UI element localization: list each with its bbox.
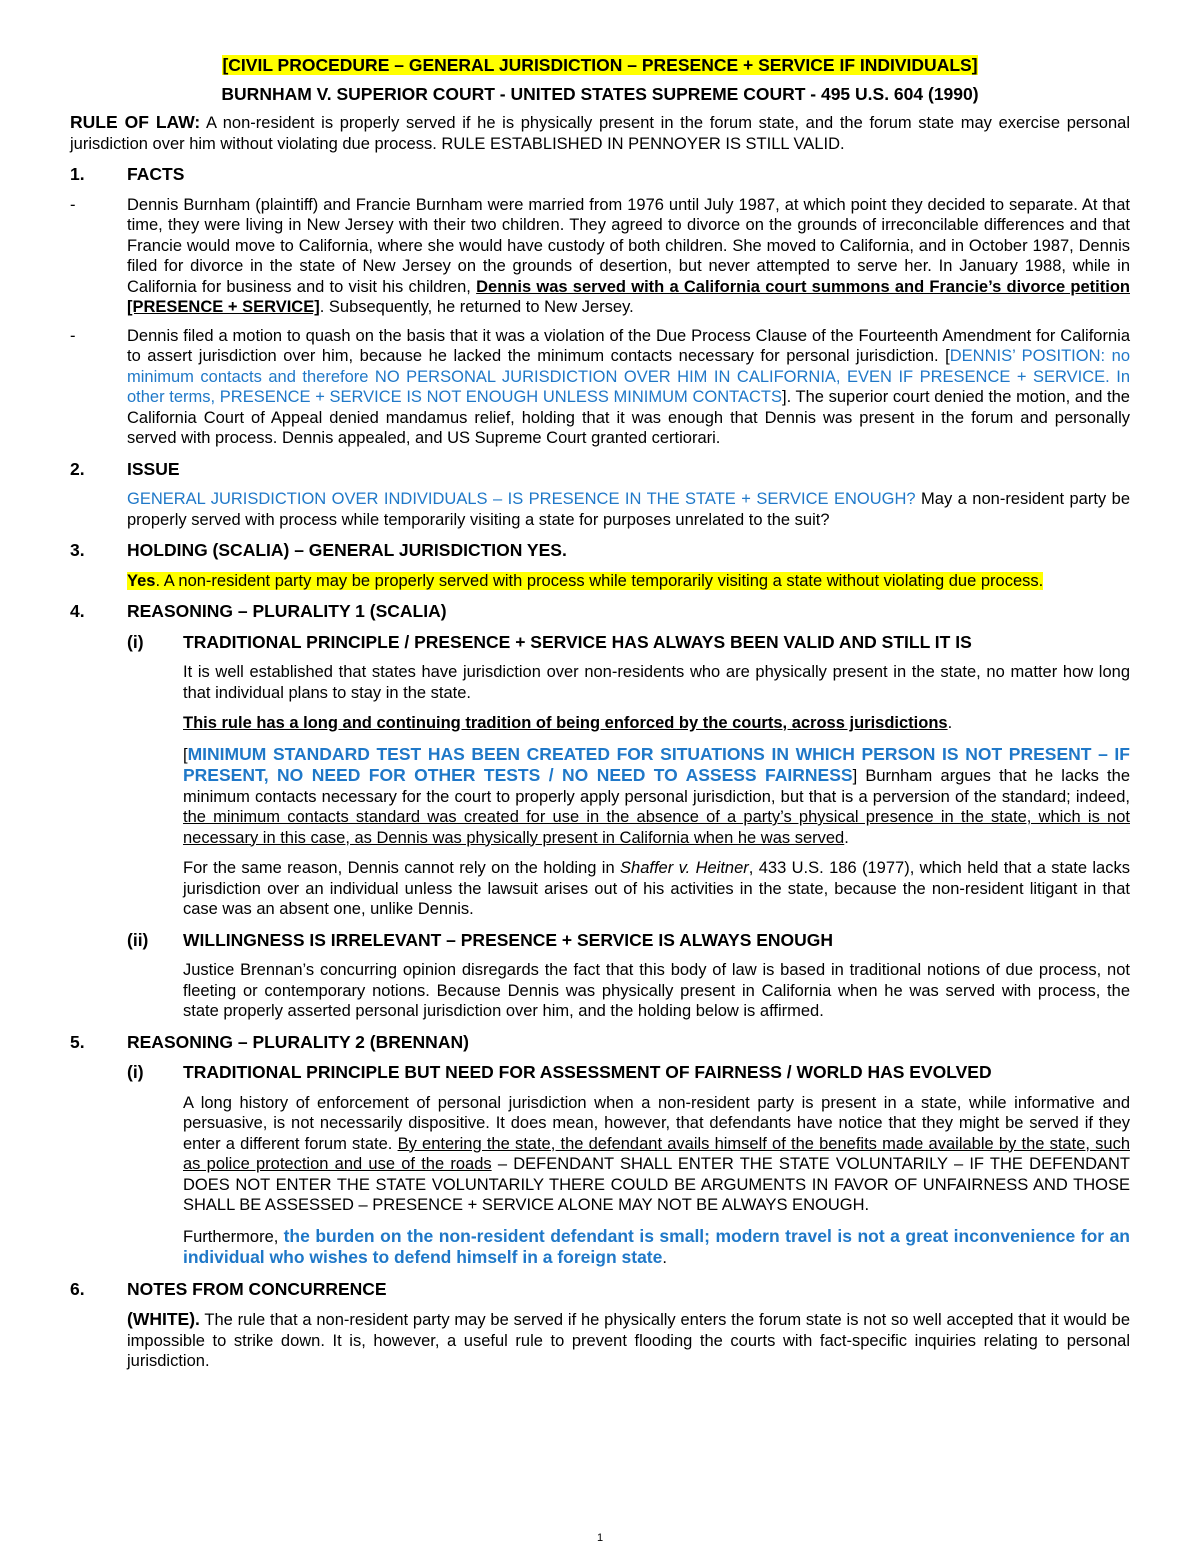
section-number: 1. — [70, 164, 85, 184]
text-run: . — [662, 1249, 667, 1267]
text-run: [ — [183, 745, 188, 764]
facts-bullet-1 — [70, 195, 1130, 318]
section-reasoning1-heading — [70, 601, 1130, 622]
case-name: Shaffer v. Heitner — [620, 859, 749, 877]
section-reasoning2-heading — [70, 1032, 1130, 1053]
text-run: . — [947, 714, 953, 732]
subsection-title: TRADITIONAL PRINCIPLE BUT NEED FOR ASSESSMENT OF FAIRNESS / WORLD HAS EVOLVED — [183, 1062, 992, 1082]
reasoning1-paragraph-3 — [70, 744, 1130, 849]
emphasis-underlined: This rule has a long and continuing tradition of being enforced by the courts, across jurisdictions — [183, 714, 948, 732]
reasoning1-paragraph-4 — [70, 858, 1130, 920]
section-notes-heading — [70, 1279, 1130, 1300]
text-run: Furthermore, — [183, 1227, 284, 1246]
page-number: 1 — [596, 1532, 604, 1544]
section-title: NOTES FROM CONCURRENCE — [127, 1278, 387, 1299]
section-number: 5. — [70, 1031, 85, 1052]
blue-note: DENNIS’ POSITION: no minimum contacts and therefore NO PERSONAL JURISDICTION OVER HIM IN CALIFORNIA, EVEN IF PRESENCE + SERVICE. In other terms, PRESENCE + SERVICE IS NOT ENOUGH UNLESS MINIMUM CONTACTS — [127, 347, 1131, 406]
concurrence-label: (WHITE). — [127, 1309, 200, 1329]
case-citation: BURNHAM V. SUPERIOR COURT - UNITED STATES SUPREME COURT - 495 U.S. 604 (1990) — [221, 83, 979, 104]
blue-note: MINIMUM STANDARD TEST HAS BEEN CREATED FOR SITUATIONS IN WHICH PERSON IS NOT PRESENT – IF PRESENT, NO NEED FOR OTHER TESTS / NO NEED TO ASSESS FAIRNESS — [183, 743, 1130, 785]
rule-of-law — [70, 112, 1130, 154]
subsection-number: (i) — [127, 631, 144, 652]
text-run: ] Burnham argues that he lacks the minimum contacts necessary for the court to properly apply personal jurisdiction, but that is a perversion of the standard; indeed, — [183, 767, 1130, 806]
emphasis-underlined: Dennis was served with a California court summons and Francie’s divorce petition [PRESENCE + SERVICE] — [127, 277, 1130, 316]
text-run: Dennis filed a motion to quash on the basis that it was a violation of the Due Process Clause of the Fourteenth Amendment for California to assert jurisdiction over him, because he lacked the minimum contacts necessary for personal jurisdiction. [ — [127, 326, 1130, 365]
text-run: . Subsequently, he returned to New Jersey. — [319, 298, 634, 316]
section-facts-heading — [70, 164, 1130, 185]
blue-note: the burden on the non-resident defendant is small; modern travel is not a great inconvenience for an individual who wishes to defend himself in a foreign state — [183, 1225, 1130, 1267]
reasoning2-paragraph-2 — [70, 1226, 1130, 1269]
issue-paragraph — [70, 489, 1130, 530]
reasoning1-paragraph-1: It is well established that states have jurisdiction over non-residents who are physically present in the state, no matter how long that individual plans to stay in the state. — [183, 663, 1130, 702]
section-title: REASONING – PLURALITY 2 (BRENNAN) — [127, 1031, 469, 1052]
underlined-text: By entering the state, the defendant avails himself of the benefits made available by the state, such as police protection and use of the roads — [183, 1134, 1130, 1173]
subsection-title: WILLINGNESS IS IRRELEVANT – PRESENCE + SERVICE IS ALWAYS ENOUGH — [183, 929, 834, 950]
section-title: HOLDING (SCALIA) – GENERAL JURISDICTION YES. — [127, 540, 567, 560]
facts-paragraph-1 — [127, 195, 1130, 318]
reasoning1-paragraph-5: Justice Brennan’s concurring opinion disregards the fact that this body of law is based in traditional notions of due process, not fleeting or contemporary notions. Because Dennis was physically present in California when he was served with process, the state properly asserted personal jurisdiction over him, and the holding below is affirmed. — [183, 961, 1130, 1020]
text-run: ]. The superior court denied the motion, and the California Court of Appeal denied mandamus relief, holding that it was enough that Dennis was present in the forum and personally served with process. Dennis appealed, and US Supreme Court granted certiorari. — [127, 388, 1130, 447]
bullet-dash: - — [70, 195, 76, 214]
document-title: [CIVIL PROCEDURE – GENERAL JURISDICTION – PRESENCE + SERVICE IF INDIVIDUALS] — [222, 55, 978, 75]
text-run: Dennis Burnham (plaintiff) and Francie Burnham were married from 1976 until July 1987, at which point they decided to separate. At that time, they were living in New Jersey with their two children. They agreed to divorce on the grounds of irreconcilable differences and that Francie would move to California, where she would have custody of both children. She moved to California, and in October 1987, Dennis filed for divorce in the state of New Jersey on the grounds of desertion, but never attempted to serve her. In January 1988, while in California for business and to visit his children, — [127, 195, 1130, 296]
text-run: – DEFENDANT SHALL ENTER THE STATE VOLUNTARILY – IF THE DEFENDANT DOES NOT ENTER THE STATE VOLUNTARILY THERE COULD BE ARGUMENTS IN FAVOR OF UNFAIRNESS AND THOSE SHALL BE ASSESSED – PRESENCE + SERVICE ALONE MAY NOT BE ALWAYS ENOUGH. — [183, 1155, 1130, 1214]
section-title: REASONING – PLURALITY 1 (SCALIA) — [127, 601, 447, 621]
text-run: For the same reason, Dennis cannot rely on the holding in — [183, 859, 621, 877]
bullet-dash: - — [70, 326, 76, 345]
section-title: FACTS — [127, 164, 185, 184]
subsection-heading — [70, 632, 1130, 653]
section-number: 2. — [70, 458, 85, 479]
text-run: , 433 U.S. 186 (1977), which held that a state lacks jurisdiction over an individual unless the lawsuit arises out of his activities in the state, because the non-resident litigant in that case was an absent one, unlike Dennis. — [183, 859, 1130, 918]
subsection-heading — [70, 1062, 1130, 1083]
subsection-title: TRADITIONAL PRINCIPLE / PRESENCE + SERVICE HAS ALWAYS BEEN VALID AND STILL IT IS — [183, 631, 972, 652]
rule-text: A non-resident is properly served if he is physically present in the forum state, and the forum state may exercise personal jurisdiction over him without violating due process. RULE ESTABLISHED IN PENNOYER IS STILL VALID. — [70, 114, 1130, 153]
blue-note: GENERAL JURISDICTION OVER INDIVIDUALS – IS PRESENCE IN THE STATE + SERVICE ENOUGH? — [127, 490, 916, 508]
notes-paragraph — [70, 1309, 1130, 1372]
facts-bullet-2 — [70, 326, 1130, 449]
reasoning1-paragraph-2 — [70, 713, 1130, 734]
holding-answer: Yes — [127, 571, 156, 590]
rule-label: RULE OF LAW: — [70, 112, 201, 132]
section-number: 3. — [70, 540, 85, 560]
highlighted-holding — [127, 572, 1043, 590]
subsection-heading — [70, 930, 1130, 951]
text-run: . A non-resident party may be properly served with process while temporarily visiting a state without violating due process. — [155, 571, 1044, 590]
holding-paragraph — [70, 571, 1130, 592]
section-issue-heading — [70, 459, 1130, 480]
document-title-line — [70, 55, 1130, 76]
text-run: A long history of enforcement of personal jurisdiction when a non-resident party is present in a state, while informative and persuasive, is not necessarily dispositive. It does mean, however, that defendants have notice that they might be served if they enter a different forum state. — [183, 1093, 1130, 1153]
section-holding-heading — [70, 540, 1130, 561]
underlined-text: the minimum contacts standard was created for use in the absence of a party’s physical presence in the state, which is not necessary in this case, as Dennis was physically present in California when he was served — [183, 808, 1130, 847]
subsection-number: (i) — [127, 1062, 144, 1082]
text-run: The rule that a non-resident party may be served if he physically enters the forum state is not so well accepted that it would be impossible to strike down. It is, however, a useful rule to prevent flooding the courts with fact-specific inquiries relating to personal jurisdiction. — [127, 1311, 1130, 1370]
facts-paragraph-2 — [127, 326, 1130, 449]
text-run: May a non-resident party be properly served with process while temporarily visiting a state for purposes unrelated to the suit? — [127, 490, 1131, 529]
reasoning2-paragraph-1 — [70, 1093, 1130, 1216]
text-run: . — [844, 828, 849, 847]
document-page — [70, 50, 1130, 1372]
section-number: 6. — [70, 1278, 85, 1299]
section-number: 4. — [70, 601, 85, 621]
section-title: ISSUE — [127, 458, 180, 479]
subsection-number: (ii) — [127, 929, 149, 950]
